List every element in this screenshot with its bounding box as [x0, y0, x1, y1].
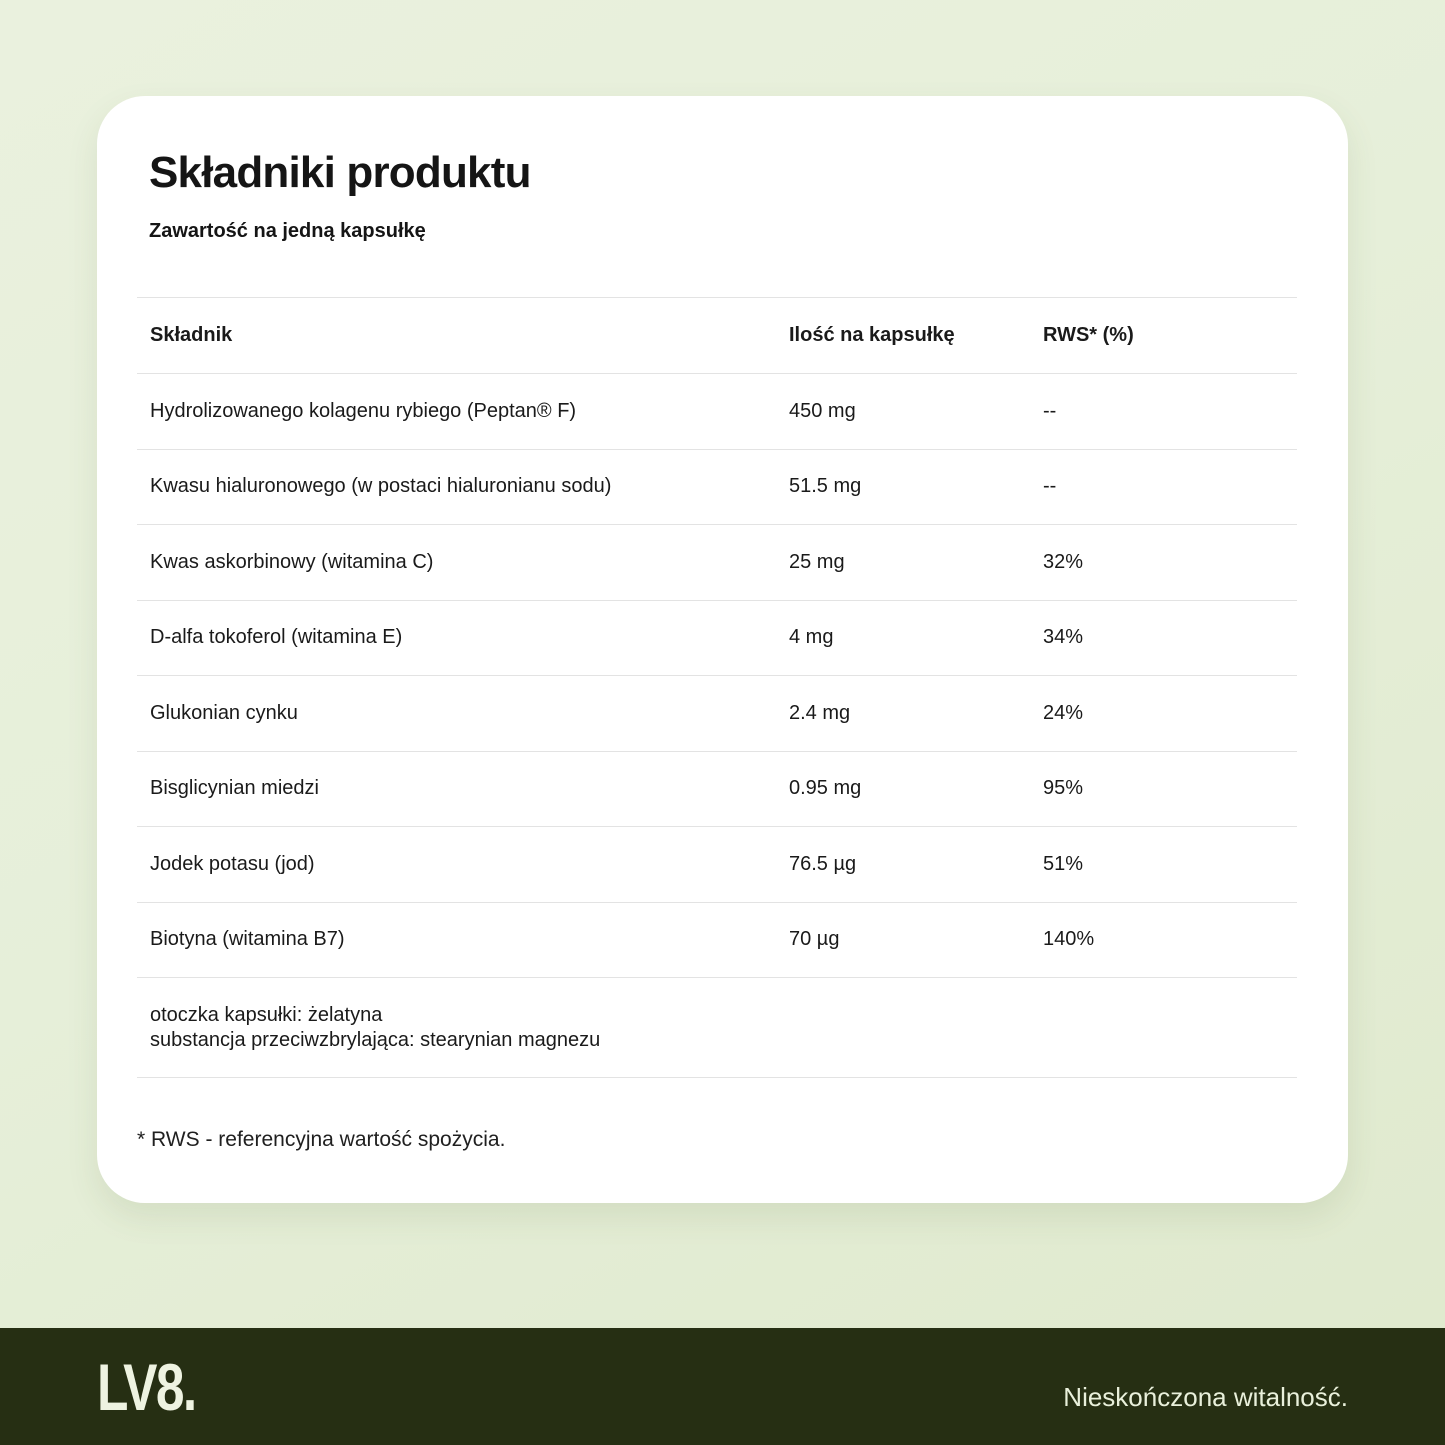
ingredient-name: Kwasu hialuronowego (w postaci hialuronianu sodu): [150, 475, 612, 498]
brand-logo: LV8.: [97, 1349, 196, 1424]
rws-footnote: * RWS - referencyjna wartość spożycia.: [137, 1128, 506, 1151]
ingredient-name: Bisglicynian miedzi: [150, 777, 319, 800]
page-subtitle: Zawartość na jedną kapsułkę: [149, 220, 426, 242]
table-row: [137, 752, 1297, 828]
ingredient-name: Biotyna (witamina B7): [150, 928, 345, 951]
table-row: [137, 827, 1297, 903]
ingredient-amount: 2.4 mg: [789, 701, 851, 724]
table-row: [137, 601, 1297, 677]
capsule-shell-note: otoczka kapsułki: żelatyna: [150, 1003, 383, 1026]
ingredient-rws: 32%: [1043, 550, 1084, 573]
brand-footer-bar: [0, 1328, 1445, 1445]
header-ingredient: Składnik: [150, 324, 233, 346]
ingredient-name: Kwas askorbinowy (witamina C): [150, 550, 434, 573]
ingredient-amount: 450 mg: [789, 399, 856, 422]
ingredient-rws: --: [1043, 399, 1057, 422]
anticaking-note: substancja przeciwzbrylająca: stearynian magnezu: [150, 1028, 601, 1051]
ingredient-rws: 34%: [1043, 626, 1084, 649]
ingredient-amount: 70 µg: [789, 928, 840, 951]
ingredient-amount: 76.5 µg: [789, 852, 857, 875]
ingredients-card: [97, 96, 1348, 1203]
ingredient-name: Hydrolizowanego kolagenu rybiego (Peptan® F): [150, 399, 577, 422]
ingredient-name: D-alfa tokoferol (witamina E): [150, 626, 403, 649]
table-row: [137, 525, 1297, 601]
capsule-info-block: [137, 978, 1297, 1078]
header-amount: Ilość na kapsułkę: [789, 324, 955, 346]
table-row: [137, 903, 1297, 979]
table-header-row: [137, 298, 1297, 374]
ingredient-rws: 140%: [1043, 928, 1095, 951]
card-content: [137, 96, 1297, 1152]
ingredient-rws: 24%: [1043, 701, 1084, 724]
page-title: Składniki produktu: [149, 148, 531, 197]
header-rws: RWS* (%): [1043, 324, 1134, 346]
brand-tagline: Nieskończona witalność.: [1063, 1382, 1348, 1412]
ingredient-amount: 25 mg: [789, 550, 845, 573]
ingredient-amount: 51.5 mg: [789, 475, 862, 498]
ingredient-amount: 4 mg: [789, 626, 834, 649]
table-row: [137, 450, 1297, 526]
ingredient-rws: 51%: [1043, 852, 1084, 875]
ingredient-rws: --: [1043, 475, 1057, 498]
ingredient-rws: 95%: [1043, 777, 1084, 800]
table-row: [137, 374, 1297, 450]
ingredient-name: Jodek potasu (jod): [150, 852, 315, 875]
ingredient-amount: 0.95 mg: [789, 777, 862, 800]
ingredients-table: [137, 297, 1297, 1078]
table-row: [137, 676, 1297, 752]
ingredient-name: Glukonian cynku: [150, 701, 298, 724]
